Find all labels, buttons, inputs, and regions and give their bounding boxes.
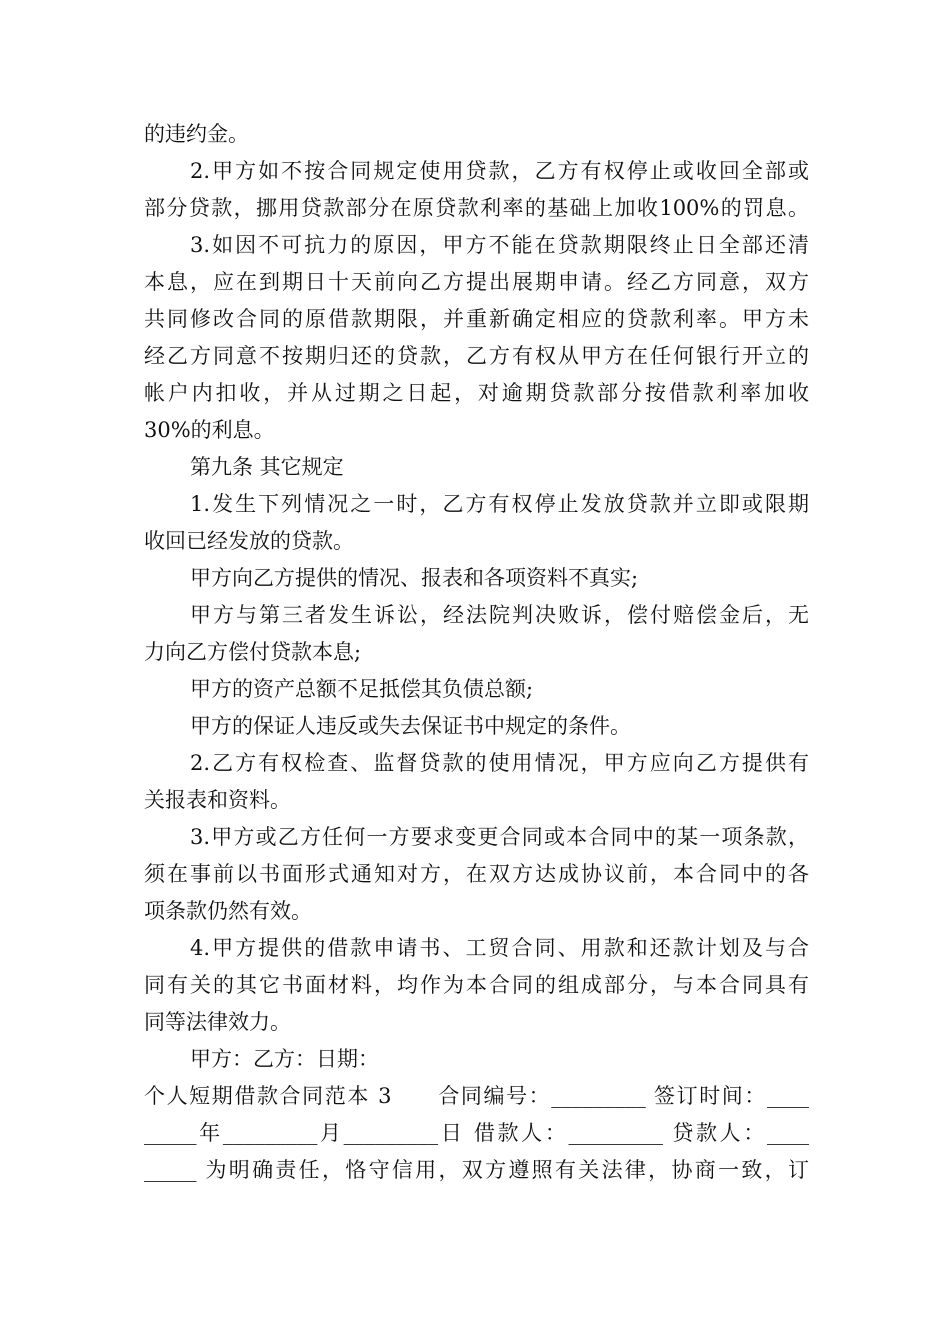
text-line: 经乙方同意不按期归还的贷款，乙方有权从甲方在任何银行开立的 xyxy=(144,344,809,368)
text-line: 甲方的保证人违反或失去保证书中规定的条件。 xyxy=(190,714,631,738)
contract-fields-line: _____年_________月_________日 借款人：_________ 贷款人：____ xyxy=(144,1121,809,1145)
signature-line: 甲方：乙方：日期： xyxy=(190,1047,379,1071)
contract-header-line: 个人短期借款合同范本 3 合同编号：_________ 签订时间：____ xyxy=(144,1084,809,1108)
text-line: 3.如因不可抗力的原因，甲方不能在贷款期限终止日全部还清 xyxy=(190,233,809,257)
text-line: 关报表和资料。 xyxy=(144,788,291,812)
text-line: 共同修改合同的原借款期限，并重新确定相应的贷款利率。甲方未 xyxy=(144,307,809,331)
text-line: 同有关的其它书面材料，均作为本合同的组成部分，与本合同具有 xyxy=(144,973,809,997)
text-line: 须在事前以书面形式通知对方，在双方达成协议前，本合同中的各 xyxy=(144,862,809,886)
text-line: 30%的利息。 xyxy=(144,418,275,442)
text-line: 3.甲方或乙方任何一方要求变更合同或本合同中的某一项条款， xyxy=(190,825,809,849)
text-line: 1.发生下列情况之一时，乙方有权停止发放贷款并立即或限期 xyxy=(190,492,809,516)
document-body xyxy=(144,116,809,1189)
text-line: 4.甲方提供的借款申请书、工贸合同、用款和还款计划及与合 xyxy=(190,936,809,960)
text-line: 同等法律效力。 xyxy=(144,1010,291,1034)
text-line: 力向乙方偿付贷款本息; xyxy=(144,640,362,664)
section-heading: 第九条 其它规定 xyxy=(190,455,344,479)
text-line: 2.甲方如不按合同规定使用贷款，乙方有权停止或收回全部或 xyxy=(190,159,809,183)
text-line: 甲方向乙方提供的情况、报表和各项资料不真实; xyxy=(190,566,639,590)
text-line: 的违约金。 xyxy=(144,122,249,146)
text-line: 帐户内扣收，并从过期之日起，对逾期贷款部分按借款利率加收 xyxy=(144,381,809,405)
text-line: 本息，应在到期日十天前向乙方提出展期申请。经乙方同意，双方 xyxy=(144,270,809,294)
text-line: 部分贷款，挪用贷款部分在原贷款利率的基础上加收100%的罚息。 xyxy=(144,196,809,220)
text-line: _____ 为明确责任，恪守信用，双方遵照有关法律，协商一致，订 xyxy=(144,1158,809,1182)
text-line: 甲方的资产总额不足抵偿其负债总额; xyxy=(190,677,534,701)
text-line: 甲方与第三者发生诉讼，经法院判决败诉，偿付赔偿金后，无 xyxy=(190,603,809,627)
text-line: 项条款仍然有效。 xyxy=(144,899,312,923)
text-line: 收回已经发放的贷款。 xyxy=(144,529,354,553)
text-line: 2.乙方有权检查、监督贷款的使用情况，甲方应向乙方提供有 xyxy=(190,751,809,775)
